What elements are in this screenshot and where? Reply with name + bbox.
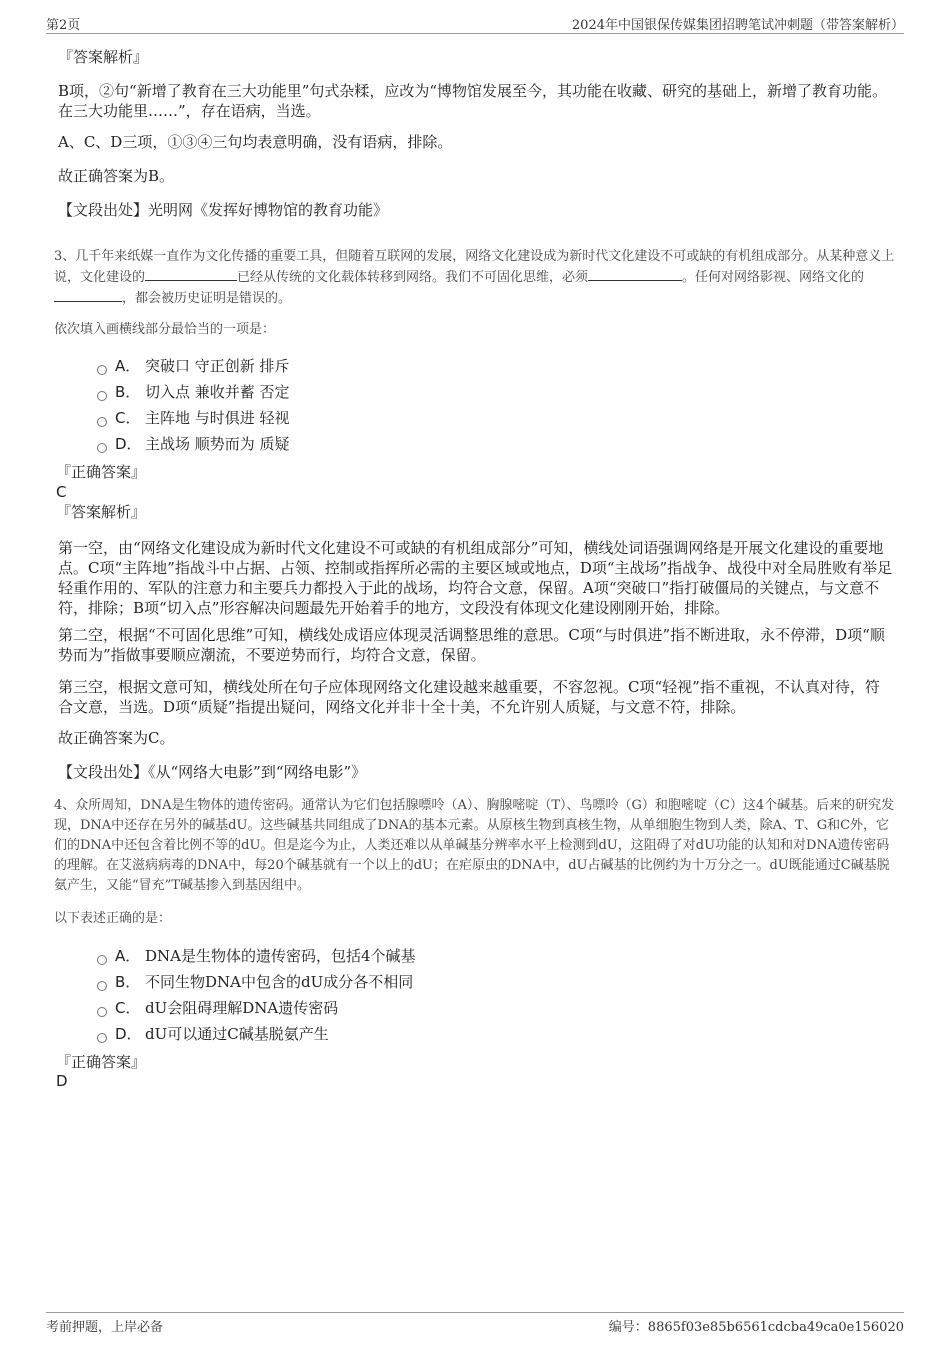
q4-option-c[interactable]: C． dU会阻碍理解DNA遗传密码 xyxy=(97,998,338,1018)
q4-option-a[interactable]: A． DNA是生物体的遗传密码，包括4个碱基 xyxy=(97,946,416,966)
footer-serial: 编号：8865f03e85b6561cdcba49ca0e156020 xyxy=(608,1320,904,1335)
radio-icon[interactable] xyxy=(97,1033,107,1043)
q4-option-b[interactable]: B． 不同生物DNA中包含的dU成分各不相同 xyxy=(97,972,413,992)
radio-icon[interactable] xyxy=(97,391,107,401)
q3-source: 【文段出处】《从“网络大电影”到“网络电影”》 xyxy=(58,763,367,781)
radio-icon[interactable] xyxy=(97,417,107,427)
q4-answer-title: 『正确答案』 xyxy=(56,1053,147,1071)
blank-3 xyxy=(54,288,122,302)
radio-icon[interactable] xyxy=(97,443,107,453)
radio-icon[interactable] xyxy=(97,981,107,991)
q3-option-c[interactable]: C． 主阵地 与时俱进 轻视 xyxy=(97,408,290,428)
q3-analysis-p3: 第三空，根据文意可知，横线处所在句子应体现网络文化建设越来越重要，不容忽视。C项“轻视”指不重视，不认真对待，符合文意，当选。D项“质疑”指提出疑问，网络文化并非十全十美，不允许别人质疑，与文意不符，排除。 xyxy=(58,678,880,716)
q3-stem: 3、几千年来纸媒一直作为文化传播的重要工具，但随着互联网的发展，网络文化建设成为新时代文化建设不可或缺的有机组成部分。从某种意义上说，文化建设的 已经从传统的文化载体转移到网络。我们不可固化思维，必须 。任何对网络影视、网络文化的，都会被历史证明是错误的。 xyxy=(54,249,895,306)
q4-prompt: 以下表述正确的是： xyxy=(54,911,172,926)
page-header xyxy=(46,12,904,34)
q4-stem: 4、众所周知，DNA是生物体的遗传密码。通常认为它们包括腺嘌呤（A）、胸腺嘧啶（T）、鸟嘌呤（G）和胞嘧啶（C）这4个碱基。后来的研究发现，DNA中还存在另外的碱基dU。这些碱基共同组成了DNA的基本元素。从原核生物到真核生物，从单细胞生物到人类，除A、T、G和C外，它们的DNA中还包含着比例不等的dU。但是迄今为止，人类还难以从单碱基分辨率水平上检测到dU，这阻碍了对dU功能的认知和对DNA遗传密码的理解。在艾滋病病毒的DNA中，每20个碱基就有一个以上的dU；在疟原虫的DNA中，dU占碱基的比例约为十万分之一。dU既能通过C碱基脱氨产生，又能“冒充”T碱基掺入到基因组中。 xyxy=(54,798,895,893)
q2-analysis-title: 『答案解析』 xyxy=(58,48,149,66)
q3-option-d[interactable]: D． 主战场 顺势而为 质疑 xyxy=(97,434,290,454)
q2-analysis-p3: 故正确答案为B。 xyxy=(58,167,175,185)
q2-source: 【文段出处】光明网《发挥好博物馆的教育功能》 xyxy=(58,201,389,219)
q3-analysis-p2: 第二空，根据“不可固化思维”可知，横线处成语应体现灵活调整思维的意思。C项“与时俱进”指不断进取，永不停滞，D项“顺势而为”指做事要顺应潮流，不要逆势而行，均符合文意，保留。 xyxy=(58,626,885,664)
q3-option-a[interactable]: A． 突破口 守正创新 排斥 xyxy=(97,356,290,376)
q3-answer-title: 『正确答案』 xyxy=(56,463,147,481)
blank-2 xyxy=(588,267,682,281)
q3-prompt: 依次填入画横线部分最恰当的一项是： xyxy=(54,322,276,337)
q3-analysis-p1: 第一空，由“网络文化建设成为新时代文化建设不可或缺的有机组成部分”可知，横线处词语强调网络是开展文化建设的重要地点。C项“主阵地”指战斗中占据、占领、控制或指挥所必需的主要区域或地点，D项“主战场”指战争、战役中对全局胜败有举足轻重作用的、军队的注意力和主要兵力都投入于此的战场，均符合文意，保留。A项“突破口”指打破僵局的关键点，与文意不符，排除；B项“切入点”形容解决问题最先开始着手的地方，文段没有体现文化建设刚刚开始，排除。 xyxy=(58,539,893,617)
blank-1 xyxy=(145,267,237,281)
q4-option-d[interactable]: D． dU可以通过C碱基脱氨产生 xyxy=(97,1024,329,1044)
footer-slogan: 考前押题，上岸必备 xyxy=(46,1320,164,1335)
q3-option-b[interactable]: B． 切入点 兼收并蓄 否定 xyxy=(97,382,290,402)
page-number: 第2页 xyxy=(46,18,81,33)
radio-icon[interactable] xyxy=(97,955,107,965)
page-footer xyxy=(46,1312,904,1334)
q3-analysis-title: 『答案解析』 xyxy=(56,503,147,521)
radio-icon[interactable] xyxy=(97,1007,107,1017)
document-title: 2024年中国银保传媒集团招聘笔试冲刺题（带答案解析） xyxy=(571,18,904,33)
radio-icon[interactable] xyxy=(97,365,107,375)
q4-answer: D xyxy=(56,1072,68,1090)
q3-answer: C xyxy=(56,483,67,501)
q3-analysis-p4: 故正确答案为C。 xyxy=(58,729,175,747)
q2-analysis-p1: B项，②句“新增了教育在三大功能里”句式杂糅，应改为“博物馆发展至今，其功能在收藏、研究的基础上，新增了教育功能。在三大功能里……”，存在语病，当选。 xyxy=(58,82,888,120)
q2-analysis-p2: A、C、D三项，①③④三句均表意明确，没有语病，排除。 xyxy=(58,133,453,151)
